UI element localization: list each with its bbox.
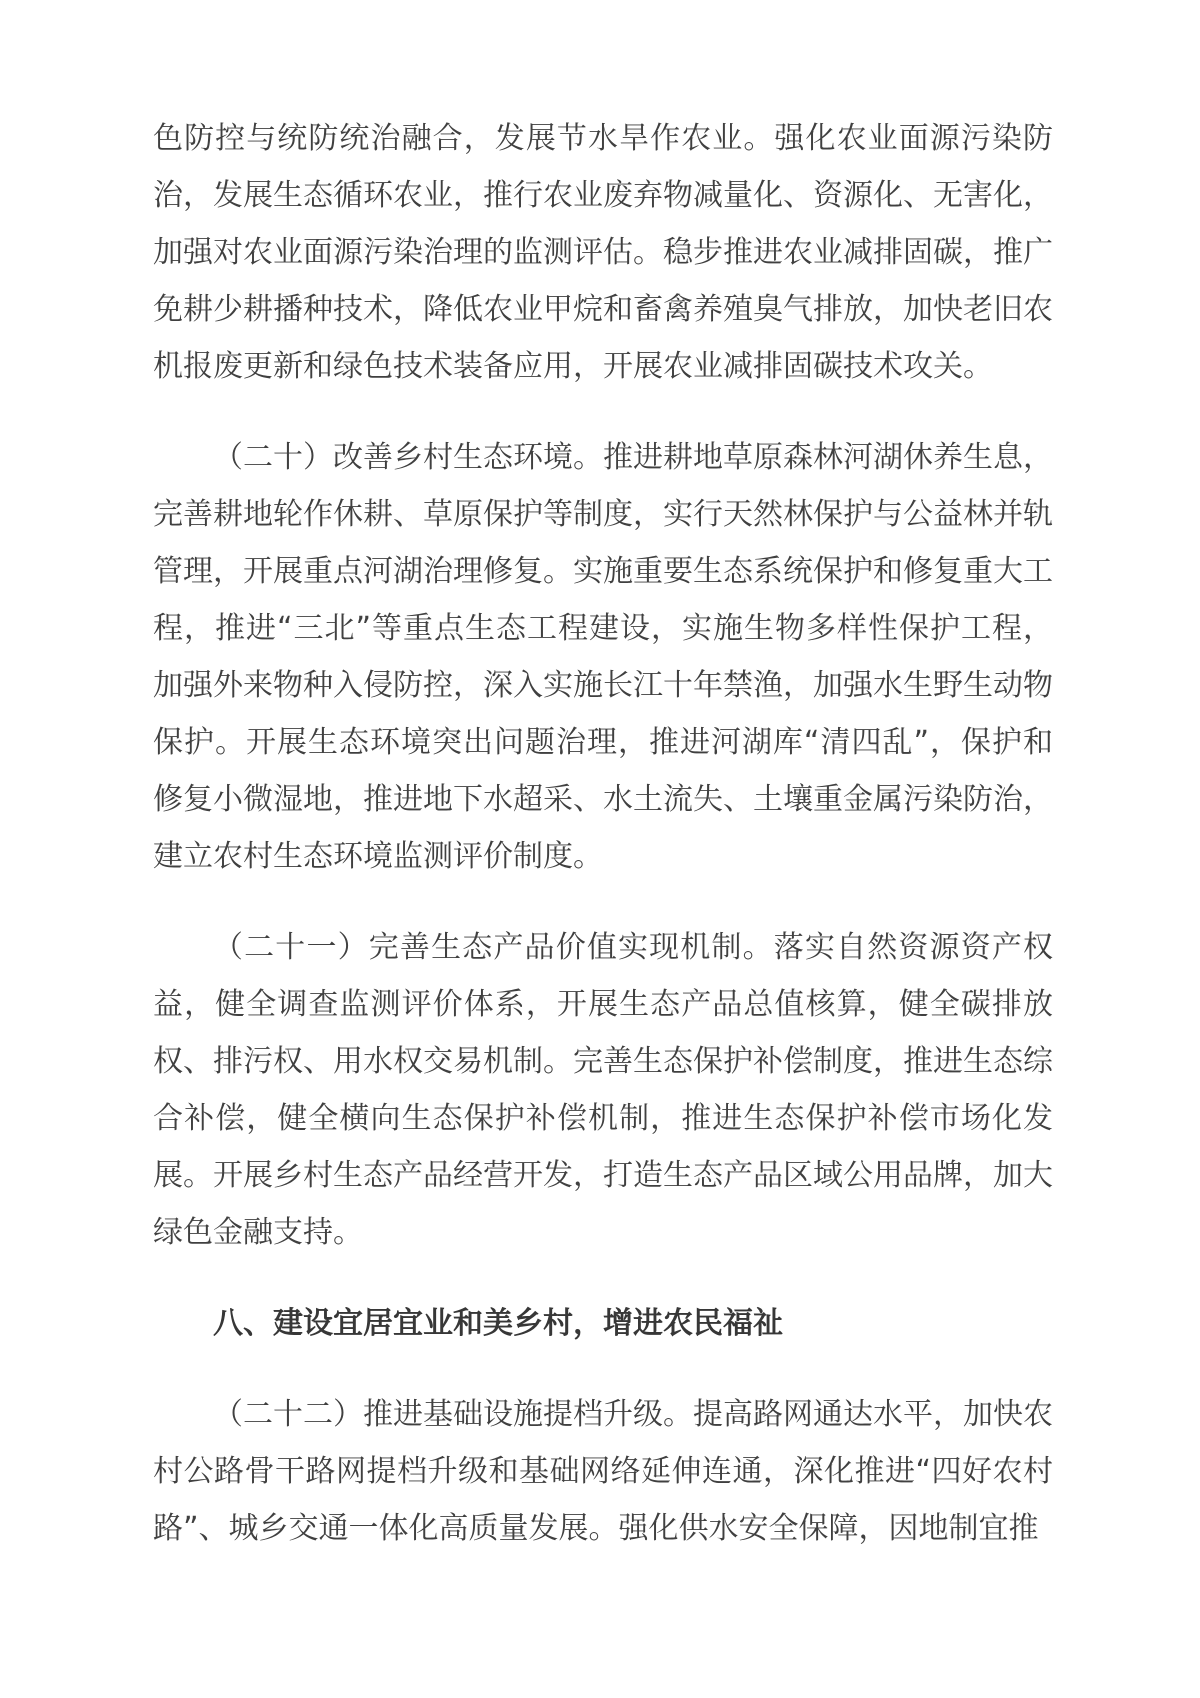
document-body — [153, 110, 1053, 1557]
text-line: 管理，开展重点河湖治理修复。实施重要生态系统保护和修复重大工 — [153, 554, 1053, 589]
text-line: （二十二）推进基础设施提档升级。提高路网通达水平，加快农 — [213, 1397, 1053, 1432]
text-line: 权、排污权、用水权交易机制。完善生态保护补偿制度，推进生态综 — [153, 1044, 1053, 1079]
text-line: 机报废更新和绿色技术装备应用，开展农业减排固碳技术攻关。 — [153, 349, 993, 384]
text-line: 建立农村生态环境监测评价制度。 — [153, 839, 603, 874]
text-line: 路”、城乡交通一体化高质量发展。强化供水安全保障，因地制宜推 — [153, 1511, 1039, 1546]
text-line: 程，推进“三北”等重点生态工程建设，实施生物多样性保护工程， — [153, 611, 1053, 646]
text-line: 加强外来物种入侵防控，深入实施长江十年禁渔，加强水生野生动物 — [153, 668, 1053, 703]
paragraph — [153, 429, 1053, 885]
text-line: 治，发展生态循环农业，推行农业废弃物减量化、资源化、无害化， — [153, 178, 1053, 213]
text-line: 绿色金融支持。 — [153, 1215, 363, 1250]
text-line: 加强对农业面源污染治理的监测评估。稳步推进农业减排固碳，推广 — [153, 235, 1053, 270]
text-line: 修复小微湿地，推进地下水超采、水土流失、土壤重金属污染防治， — [153, 782, 1053, 817]
heading-line: 八、建设宜居宜业和美乡村，增进农民福祉 — [213, 1306, 783, 1341]
text-line: 色防控与统防统治融合，发展节水旱作农业。强化农业面源污染防 — [153, 121, 1053, 156]
paragraph — [153, 919, 1053, 1261]
text-line: 村公路骨干路网提档升级和基础网络延伸连通，深化推进“四好农村 — [153, 1454, 1053, 1489]
text-line: 益，健全调查监测评价体系，开展生态产品总值核算，健全碳排放 — [153, 987, 1053, 1022]
text-line: （二十一）完善生态产品价值实现机制。落实自然资源资产权 — [213, 930, 1053, 965]
text-line: 展。开展乡村生态产品经营开发，打造生态产品区域公用品牌，加大 — [153, 1158, 1053, 1193]
text-line: （二十）改善乡村生态环境。推进耕地草原森林河湖休养生息， — [213, 440, 1053, 475]
paragraph — [153, 110, 1053, 395]
text-line: 完善耕地轮作休耕、草原保护等制度，实行天然林保护与公益林并轨 — [153, 497, 1053, 532]
paragraph — [153, 1386, 1053, 1557]
text-line: 保护。开展生态环境突出问题治理，推进河湖库“清四乱”，保护和 — [153, 725, 1053, 760]
text-line: 免耕少耕播种技术，降低农业甲烷和畜禽养殖臭气排放，加快老旧农 — [153, 292, 1053, 327]
section-heading — [153, 1295, 1053, 1352]
text-line: 合补偿，健全横向生态保护补偿机制，推进生态保护补偿市场化发 — [153, 1101, 1053, 1136]
